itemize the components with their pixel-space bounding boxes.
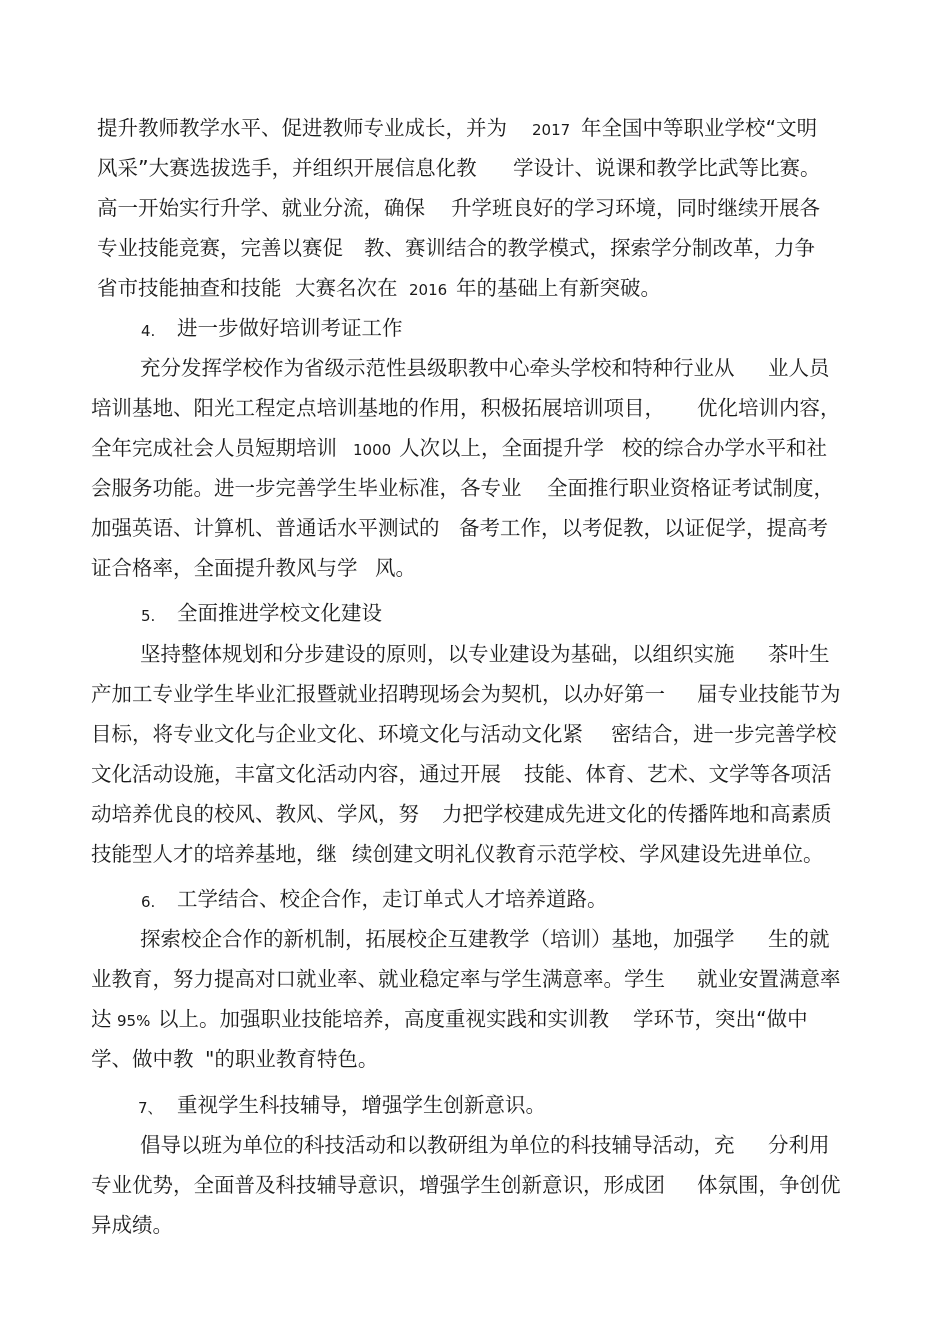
section-number: 7、 (138, 1099, 163, 1117)
text-line: 备考工作，以考促教，以证促学，提高考 (459, 516, 828, 540)
text-line: 教、赛训结合的教学模式，探索学分制改革，力争 (364, 236, 815, 260)
text-line: 以上。加强职业技能培养，高度重视实践和实训教 (158, 1007, 609, 1031)
text-line: 大赛名次在 (295, 276, 398, 300)
text-line: 文化活动设施，丰富文化活动内容，通过开展 (91, 762, 501, 786)
text-line: 优化培训内容， (697, 396, 841, 420)
text-line: 倡导以班为单位的科技活动和以教研组为单位的科技辅导活动，充 (140, 1133, 735, 1157)
section-heading: 进一步做好培训考证工作 (177, 316, 403, 340)
section-heading: 工学结合、校企合作，走订单式人才培养道路。 (177, 887, 608, 911)
text-line: 就业安置满意率 (697, 967, 841, 991)
text-line: 分利用 (768, 1133, 830, 1157)
text-line: 学、做中教 (91, 1047, 194, 1071)
text-line: 探索校企合作的新机制，拓展校企互建教学（培训）基地，加强学 (140, 927, 735, 951)
text-line: 全面推行职业资格证考试制度， (547, 476, 834, 500)
text-line: 证合格率，全面提升教风与学 (91, 556, 358, 580)
text-line: 1000 (353, 441, 392, 459)
section-number: 4. (141, 322, 156, 340)
text-line: 生的就 (768, 927, 830, 951)
text-line: 产加工专业学生毕业汇报暨就业招聘现场会为契机，以办好第一 (91, 682, 665, 706)
text-line: 学环节，突出“做中 (633, 1007, 808, 1031)
text-line: 技能型人才的培养基地，继 (91, 842, 337, 866)
text-line: 业人员 (768, 356, 830, 380)
text-line: 续创建文明礼仪教育示范学校、学风建设先进单位。 (352, 842, 824, 866)
text-line: 茶叶生 (768, 642, 830, 666)
text-line: 专业技能竞赛，完善以赛促 (97, 236, 343, 260)
text-line: 全年完成社会人员短期培训 (91, 436, 337, 460)
text-line: 加强英语、计算机、普通话水平测试的 (91, 516, 440, 540)
text-line: 年的基础上有新突破。 (456, 276, 661, 300)
text-line: 2016 (409, 281, 448, 299)
text-line: 培训基地、阳光工程定点培训基地的作用，积极拓展培训项目， (91, 396, 665, 420)
text-line: 会服务功能。进一步完善学生毕业标准，各专业 (91, 476, 522, 500)
text-line: 体氛围，争创优 (697, 1173, 841, 1197)
text-line: 升学班良好的学习环境，同时继续开展各 (451, 196, 820, 220)
text-line: 年全国中等职业学校“文明 (581, 116, 818, 140)
text-line: 校的综合办学水平和社 (622, 436, 827, 460)
text-line: 学设计、说课和教学比武等比赛。 (513, 156, 821, 180)
text-line: 风。 (375, 556, 416, 580)
text-line: 届专业技能节为 (697, 682, 841, 706)
text-line: 人次以上，全面提升学 (399, 436, 604, 460)
text-line: 专业优势，全面普及科技辅导意识，增强学生创新意识，形成团 (91, 1173, 665, 1197)
text-line: "的职业教育特色。 (205, 1047, 379, 1071)
text-line: 充分发挥学校作为省级示范性县级职教中心牵头学校和特种行业从 (140, 356, 735, 380)
section-heading: 重视学生科技辅导，增强学生创新意识。 (177, 1093, 546, 1117)
text-line: 2017 (532, 121, 571, 139)
text-line: 目标，将专业文化与企业文化、环境文化与活动文化紧 (91, 722, 583, 746)
text-line: 技能、体育、艺术、文学等各项活 (524, 762, 832, 786)
text-line: 坚持整体规划和分步建设的原则，以专业建设为基础，以组织实施 (140, 642, 735, 666)
text-line: 高一开始实行升学、就业分流，确保 (97, 196, 425, 220)
text-line: 风采”大赛选拔选手，并组织开展信息化教 (97, 156, 477, 180)
text-line: 动培养优良的校风、教风、学风，努 (91, 802, 419, 826)
text-line: 异成绩。 (91, 1213, 173, 1237)
text-line: 力把学校建成先进文化的传播阵地和高素质 (442, 802, 832, 826)
text-line: 达 (91, 1007, 112, 1031)
text-line: 省市技能抽查和技能 (97, 276, 282, 300)
section-number: 6. (141, 893, 156, 911)
section-heading: 全面推进学校文化建设 (177, 601, 382, 625)
section-number: 5. (141, 607, 156, 625)
text-line: 提升教师教学水平、促进教师专业成长，并为 (97, 116, 507, 140)
text-line: 密结合，进一步完善学校 (611, 722, 837, 746)
text-line: 业教育，努力提高对口就业率、就业稳定率与学生满意率。学生 (91, 967, 665, 991)
text-line: 95% (117, 1012, 151, 1030)
